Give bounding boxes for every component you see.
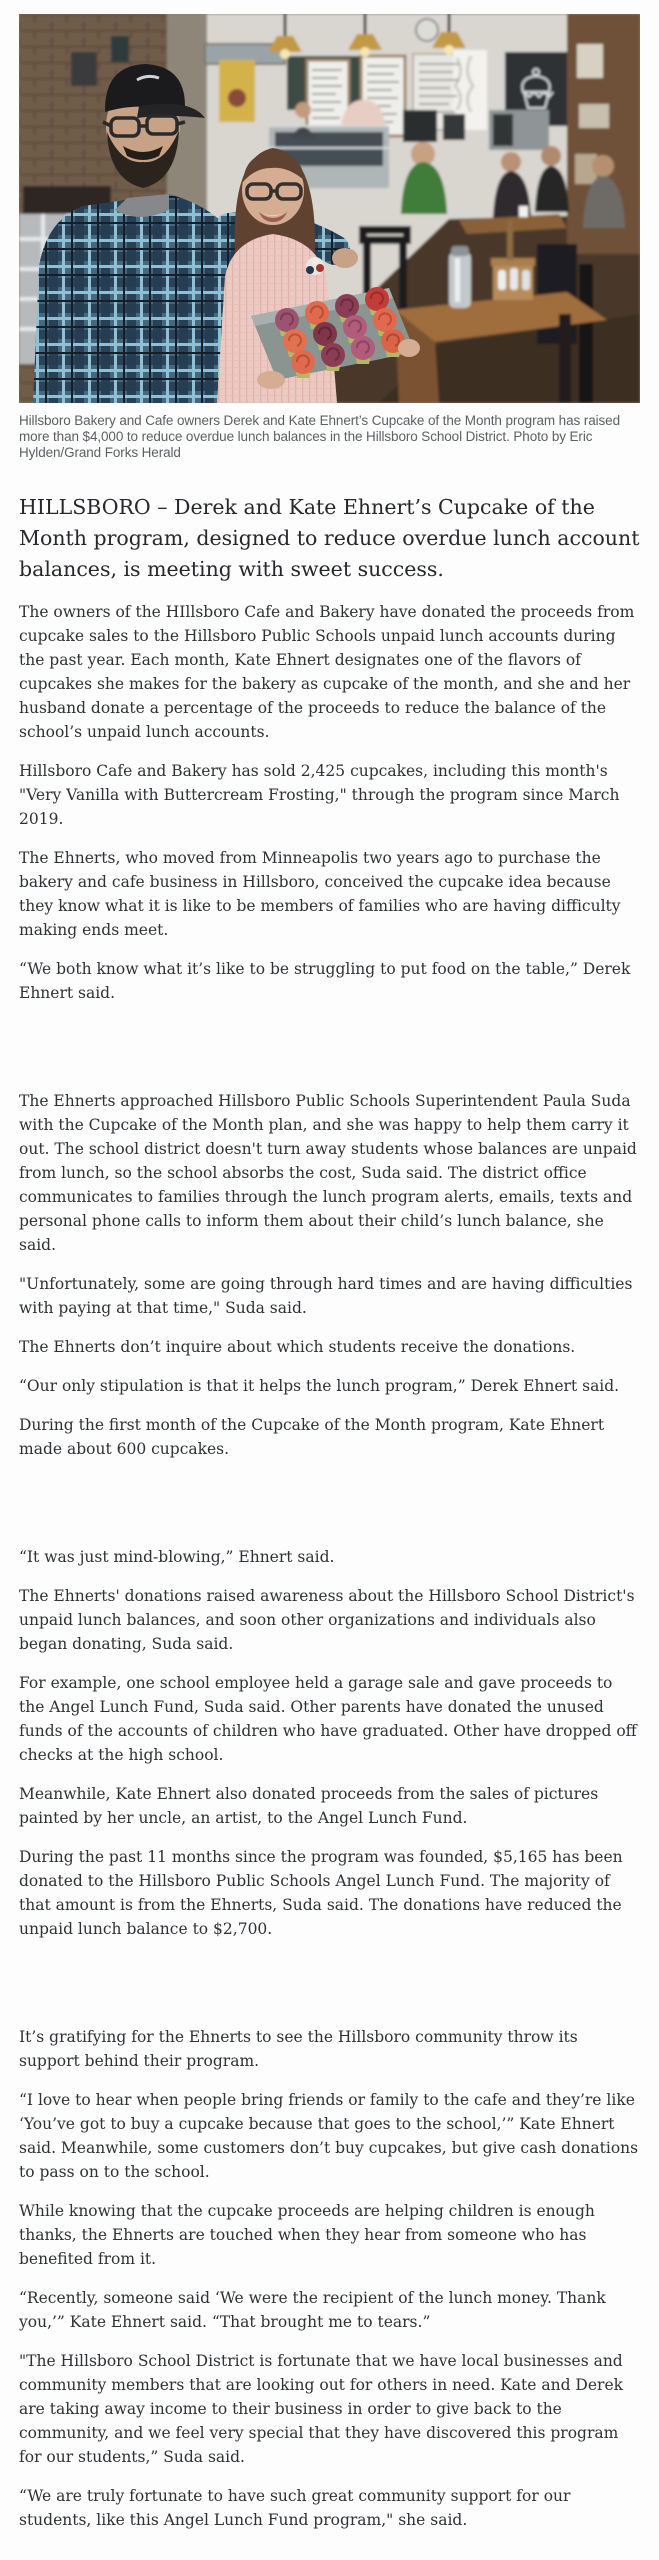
article-paragraph: For example, one school employee held a garage sale and gave proceeds to the Angel Lunch Fund, Suda said. Other parents have donated the unused funds of the accounts of children who have graduated. Other have dropped off checks at the high school. bbox=[19, 1674, 637, 1764]
photo-caption: Hillsboro Bakery and Cafe owners Derek and Kate Ehnert’s Cupcake of the Month program has raised more than $4,000 to reduce overdue lunch balances in the Hillsboro School District. Photo by Eric Hylden/Grand Forks Herald bbox=[19, 413, 620, 460]
article-paragraph: "Unfortunately, some are going through hard times and are having difficulties with paying at that time," Suda said. bbox=[19, 1275, 633, 1317]
article-body bbox=[19, 492, 640, 2532]
article-paragraph: “We both know what it’s like to be struggling to put food on the table,” Derek Ehnert said. bbox=[19, 960, 631, 1002]
article-paragraph: “We are truly fortunate to have such great community support for our students, like this Angel Lunch Fund program," she said. bbox=[19, 2487, 571, 2529]
article-paragraph: “It was just mind-blowing,” Ehnert said. bbox=[19, 1548, 335, 1566]
cafe-photo-illustration bbox=[19, 14, 640, 403]
article-paragraph: The Ehnerts' donations raised awareness about the Hillsboro School District's unpaid lunch balances, and soon other organizations and individuals also began donating, Suda said. bbox=[19, 1587, 635, 1653]
article-paragraph: “Our only stipulation is that it helps the lunch program,” Derek Ehnert said. bbox=[19, 1377, 620, 1395]
article-paragraph: “I love to hear when people bring friends or family to the cafe and they’re like ‘You’ve got to buy a cupcake because that goes to the school,’” Kate Ehnert said. Meanwhile, some customers don’t buy cupcakes, but give cash donations to pass on to the school. bbox=[19, 2091, 639, 2181]
article-paragraph: “Recently, someone said ‘We were the recipient of the lunch money. Thank you,’” Kate Ehnert said. “That brought me to tears.” bbox=[19, 2289, 606, 2331]
article-paragraph: Hillsboro Cafe and Bakery has sold 2,425 cupcakes, including this month's "Very Vanilla with Buttercream Frosting," through the program since March 2019. bbox=[19, 762, 620, 828]
article-paragraph: During the first month of the Cupcake of the Month program, Kate Ehnert made about 600 cupcakes. bbox=[19, 1416, 605, 1458]
article-paragraph: While knowing that the cupcake proceeds are helping children is enough thanks, the Ehnerts are touched when they hear from someone who has benefited from it. bbox=[19, 2202, 595, 2268]
article-paragraph: The owners of the HIllsboro Cafe and Bakery have donated the proceeds from cupcake sales to the Hillsboro Public Schools unpaid lunch accounts during the past year. Each month, Kate Ehnert designates one of the flavors of cupcakes she makes for the bakery as cupcake of the month, and she and her husband donate a percentage of the proceeds to reduce the balance of the school’s unpaid lunch accounts. bbox=[19, 603, 635, 741]
article-lede: HILLSBORO – Derek and Kate Ehnert’s Cupcake of the Month program, designed to reduce overdue lunch account balances, is meeting with sweet success. bbox=[19, 495, 640, 581]
article-paragraph: The Ehnerts don’t inquire about which students receive the donations. bbox=[19, 1338, 576, 1356]
article-paragraph: During the past 11 months since the program was founded, $5,165 has been donated to the Hillsboro Public Schools Angel Lunch Fund. The majority of that amount is from the Ehnerts, Suda said. The donations have reduced the unpaid lunch balance to $2,700. bbox=[19, 1848, 623, 1938]
article-paragraph: The Ehnerts approached Hillsboro Public Schools Superintendent Paula Suda with the Cupcake of the Month plan, and she was happy to help them carry it out. The school district doesn't turn away students whose balances are unpaid from lunch, so the school absorbs the cost, Suda said. The district office communicates to families through the lunch program alerts, emails, texts and personal phone calls to inform them about their child’s lunch balance, she said. bbox=[19, 1092, 637, 1254]
article-paragraph: The Ehnerts, who moved from Minneapolis two years ago to purchase the bakery and cafe business in Hillsboro, conceived the cupcake idea because they know what it is like to be members of families who are having difficulty making ends meet. bbox=[19, 849, 621, 939]
article-paragraph: "The Hillsboro School District is fortunate that we have local businesses and community members that are looking out for others in need. Kate and Derek are taking away income to their business in order to give back to the community, and we feel very special that they have discovered this program for our students,” Suda said. bbox=[19, 2352, 624, 2466]
article-photo bbox=[19, 14, 640, 461]
cafe-photo bbox=[19, 14, 640, 403]
article-paragraph: It’s gratifying for the Ehnerts to see the Hillsboro community throw its support behind their program. bbox=[19, 2028, 578, 2070]
article-paragraph: Meanwhile, Kate Ehnert also donated proceeds from the sales of pictures painted by her uncle, an artist, to the Angel Lunch Fund. bbox=[19, 1785, 599, 1827]
